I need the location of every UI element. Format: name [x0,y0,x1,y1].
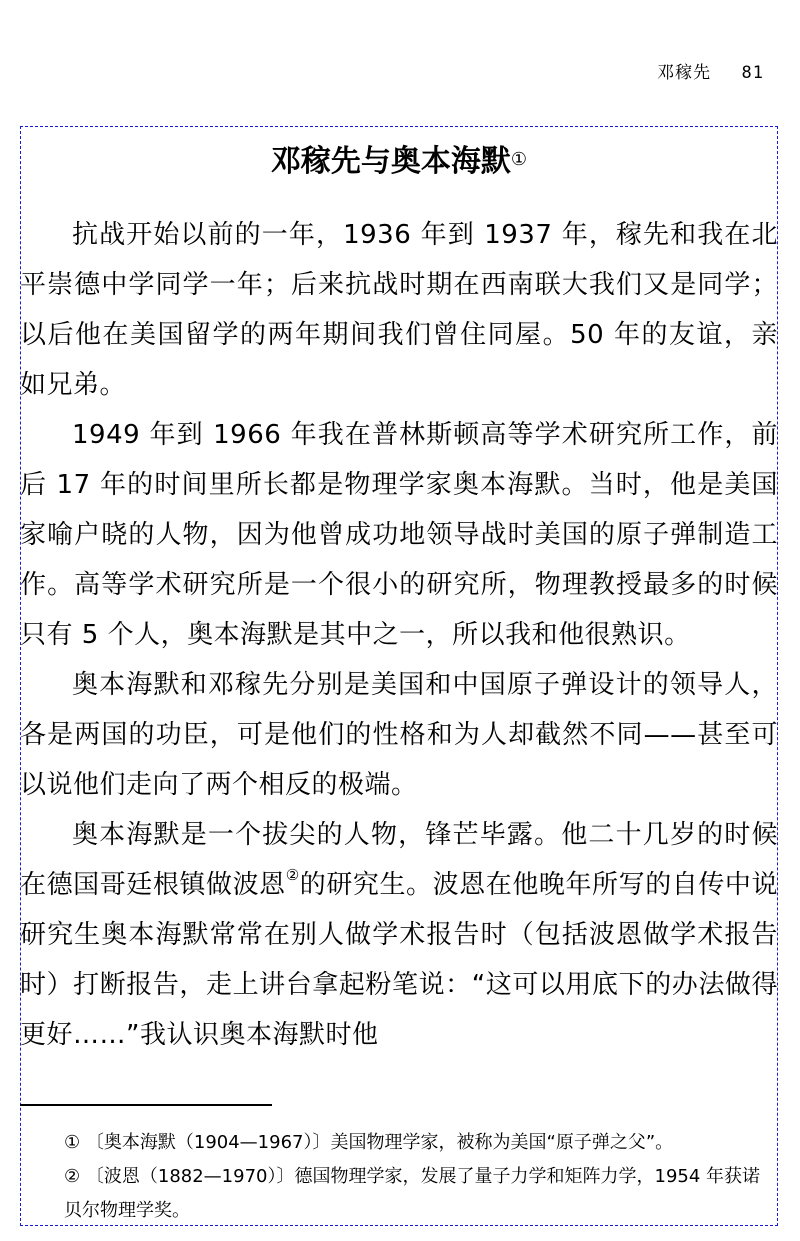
paragraph-4-part-1: 奥本海默是一个拔尖的人物，锋芒毕露。他二十几岁的时候在德国哥廷根镇做波恩 [20,820,778,900]
paragraph-1: 抗战开始以前的一年，1936 年到 1937 年，稼先和我在北平崇德中学同学一年；后来抗战时期在西南联大我们又是同学；以后他在美国留学的两年期间我们曾住同屋。50 年的友谊，亲如兄弟。 [20,220,778,400]
footnote-divider [20,1104,272,1106]
footnote-2-mark: ② [64,1166,81,1187]
article-body [20,210,778,1060]
page-number: 81 [741,63,764,83]
footnote-1-text: 〔奥本海默（1904—1967）〕美国物理学家，被称为美国“原子弹之父”。 [85,1132,674,1153]
footnote-ref-2[interactable]: ② [285,866,300,884]
article-title-text: 邓稼先与奥本海默 [270,144,511,179]
article-title [20,140,778,184]
running-header [657,58,764,83]
footnote-2 [20,1160,778,1228]
paragraph-4-part-2: 的研究生。波恩在他晚年所写的自传中说研究生奥本海默常常在别人做学术报告时（包括波恩做学术报告时）打断报告，走上讲台拿起粉笔说：“这可以用底下的办法做得更好……”我认识奥本海默时他 [20,870,778,1050]
footnote-ref-1[interactable]: ① [510,149,528,170]
footnote-1-mark: ① [64,1132,81,1153]
footnote-1 [20,1126,778,1160]
paragraph-2: 1949 年到 1966 年我在普林斯顿高等学术研究所工作，前后 17 年的时间里所长都是物理学家奥本海默。当时，他是美国家喻户晓的人物，因为他曾成功地领导战时美国的原子弹制造工作。高等学术研究所是一个很小的研究所，物理教授最多的时候只有 5 个人，奥本海默是其中之一，所以我和他很熟识。 [20,420,778,650]
running-title: 邓稼先 [657,63,712,83]
footnote-2-text: 〔波恩（1882—1970）〕德国物理学家，发展了量子力学和矩阵力学，1954 年获诺贝尔物理学奖。 [64,1166,761,1221]
paragraph-3: 奥本海默和邓稼先分别是美国和中国原子弹设计的领导人，各是两国的功臣，可是他们的性格和为人却截然不同——甚至可以说他们走向了两个相反的极端。 [20,670,778,800]
footnotes [20,1126,778,1228]
paragraph-4 [20,810,778,1060]
